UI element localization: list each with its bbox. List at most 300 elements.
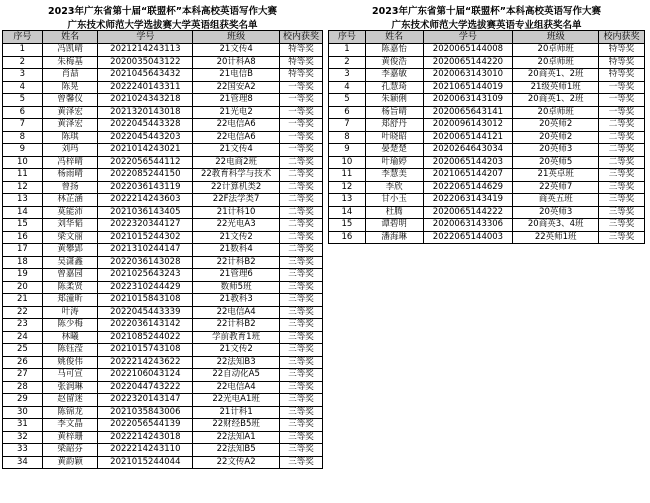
cell-student-id: 2020063143306 [423,219,513,232]
header-class: 班级 [513,31,599,44]
cell-index: 31 [3,419,43,432]
cell-name: 晏楚楚 [365,144,423,157]
cell-class: 20商英1、2班 [513,94,599,107]
english-major-award-table [328,30,645,244]
cell-index: 1 [3,44,43,57]
cell-award: 三等奖 [280,306,323,319]
cell-student-id: 2021065144207 [423,169,513,182]
undergrad-award-sheet [2,0,323,469]
cell-name: 张润琳 [42,381,98,394]
table-row [3,281,323,294]
table-row [3,344,323,357]
cell-index: 24 [3,331,43,344]
cell-class: 21管理6 [193,269,280,282]
cell-name: 杨旨晴 [365,106,423,119]
cell-student-id: 2022214243622 [98,356,193,369]
cell-index: 11 [3,169,43,182]
cell-name: 杨雨晴 [42,169,98,182]
cell-class: 22电信A6 [193,119,280,132]
cell-name: 陈琪 [42,131,98,144]
cell-class: 20英师3 [513,144,599,157]
cell-student-id: 2022045443328 [98,119,193,132]
table-row [3,406,323,419]
cell-name: 黄泽宏 [42,119,98,132]
table-row [3,306,323,319]
table-row [329,94,645,107]
cell-name: 李嘉敏 [365,69,423,82]
table-row [3,219,323,232]
cell-class: 22法知A1 [193,431,280,444]
cell-student-id: 2022063143419 [423,194,513,207]
cell-index: 4 [3,81,43,94]
table-row [3,456,323,469]
cell-name: 朱颖俐 [365,94,423,107]
header-name: 姓名 [365,31,423,44]
cell-student-id: 2022214243110 [98,444,193,457]
table-row [3,206,323,219]
left-title-line2: 广东技术师范大学选拔赛大学英语组获奖名单 [67,20,258,31]
cell-index: 15 [329,219,366,232]
cell-name: 谭碧明 [365,219,423,232]
cell-student-id: 2021015843108 [98,294,193,307]
cell-award: 三等奖 [280,281,323,294]
cell-award: 一等奖 [280,131,323,144]
cell-class: 22计科B2 [193,319,280,332]
undergrad-table-body [3,44,323,469]
cell-index: 5 [329,94,366,107]
cell-student-id: 2021015244302 [98,231,193,244]
cell-student-id: 2022036143119 [98,181,193,194]
cell-student-id: 2021045643432 [98,69,193,82]
cell-award: 一等奖 [280,81,323,94]
cell-award: 三等奖 [280,444,323,457]
cell-student-id: 2021015244044 [98,456,193,469]
cell-index: 3 [3,69,43,82]
cell-class: 22F法学类7 [193,194,280,207]
cell-name: 黄韵颖 [42,456,98,469]
cell-class: 21文传2 [193,344,280,357]
table-row [3,106,323,119]
cell-class: 22自动化A5 [193,369,280,382]
cell-award: 三等奖 [599,231,645,244]
cell-name: 叶晓昭 [365,131,423,144]
table-row [3,269,323,282]
table-row [3,181,323,194]
table-row [3,419,323,432]
cell-index: 16 [3,231,43,244]
cell-award: 二等奖 [280,156,323,169]
table-row [3,119,323,132]
cell-class: 21文传4 [193,144,280,157]
cell-index: 14 [329,206,366,219]
cell-index: 12 [3,181,43,194]
cell-award: 二等奖 [599,156,645,169]
cell-award: 一等奖 [280,94,323,107]
table-row [329,44,645,57]
cell-name: 吴潇鑫 [42,256,98,269]
cell-award: 一等奖 [599,81,645,94]
table-row [329,56,645,69]
english-major-table-body [329,44,645,244]
cell-index: 1 [329,44,366,57]
cell-class: 21文传2 [193,231,280,244]
cell-index: 7 [3,119,43,132]
left-title-line1: 2023年广东省第十届“联盟杯”本科高校英语写作大赛 [48,6,277,17]
cell-student-id: 2021214243113 [98,44,193,57]
cell-name: 李文晶 [42,419,98,432]
cell-name: 叶涛 [42,306,98,319]
cell-student-id: 2022056544139 [98,419,193,432]
table-row [3,444,323,457]
cell-award: 三等奖 [599,194,645,207]
cell-student-id: 2021036143405 [98,206,193,219]
cell-student-id: 2020065144203 [423,156,513,169]
header-student-id: 学号 [98,31,193,44]
cell-class: 22电信A6 [193,131,280,144]
cell-award: 一等奖 [599,106,645,119]
cell-name: 梁韶芬 [42,444,98,457]
cell-name: 李慧美 [365,169,423,182]
header-name: 姓名 [42,31,98,44]
cell-class: 20卓师班 [513,44,599,57]
cell-index: 12 [329,181,366,194]
cell-class: 20英师2 [513,131,599,144]
cell-name: 马可宣 [42,369,98,382]
cell-class: 22光电A3 [193,219,280,232]
cell-name: 刘玛 [42,144,98,157]
header-student-id: 学号 [423,31,513,44]
table-row [329,206,645,219]
table-row [3,131,323,144]
cell-award: 二等奖 [280,181,323,194]
cell-class: 20英师3 [513,206,599,219]
cell-award: 三等奖 [280,344,323,357]
cell-award: 二等奖 [280,169,323,182]
cell-award: 特等奖 [280,69,323,82]
cell-name: 林曦 [42,331,98,344]
cell-student-id: 2022310244429 [98,281,193,294]
cell-index: 11 [329,169,366,182]
cell-student-id: 2021310244147 [98,244,193,257]
cell-student-id: 2021035843006 [98,406,193,419]
table-row [3,244,323,257]
cell-index: 34 [3,456,43,469]
cell-class: 21计科10 [193,206,280,219]
table-row [3,44,323,57]
table-row [329,106,645,119]
table-row [3,194,323,207]
cell-student-id: 2021024343218 [98,94,193,107]
cell-class: 21光电2 [193,106,280,119]
cell-index: 3 [329,69,366,82]
cell-index: 23 [3,319,43,332]
cell-award: 特等奖 [280,56,323,69]
cell-student-id: 2022036143028 [98,256,193,269]
cell-student-id: 2022085244150 [98,169,193,182]
cell-name: 黄梓珊 [42,431,98,444]
cell-index: 21 [3,294,43,307]
cell-index: 16 [329,231,366,244]
table-row [3,319,323,332]
cell-student-id: 2022065144003 [423,231,513,244]
cell-index: 2 [3,56,43,69]
cell-award: 三等奖 [280,381,323,394]
cell-award: 二等奖 [280,244,323,257]
cell-student-id: 2022036143142 [98,319,193,332]
table-row [3,356,323,369]
cell-student-id: 2021065144019 [423,81,513,94]
cell-index: 9 [329,144,366,157]
cell-award: 三等奖 [280,431,323,444]
cell-class: 21英卓班 [513,169,599,182]
cell-award: 二等奖 [599,144,645,157]
cell-class: 学前教育1班 [193,331,280,344]
cell-student-id: 2022106043124 [98,369,193,382]
cell-student-id: 2020096143012 [423,119,513,132]
cell-name: 姚俊伟 [42,356,98,369]
cell-class: 22法知B3 [193,356,280,369]
cell-award: 三等奖 [599,219,645,232]
cell-student-id: 2022214243018 [98,431,193,444]
cell-award: 三等奖 [280,369,323,382]
cell-student-id: 2020065144008 [423,44,513,57]
cell-student-id: 2020065144121 [423,131,513,144]
table-row [3,331,323,344]
left-title-block [2,0,323,30]
cell-student-id: 2022320344127 [98,219,193,232]
cell-index: 9 [3,144,43,157]
cell-index: 28 [3,381,43,394]
cell-name: 叶瑜婷 [365,156,423,169]
cell-student-id: 2020063143109 [423,94,513,107]
cell-award: 三等奖 [280,256,323,269]
cell-name: 冯梓晴 [42,156,98,169]
cell-name: 曾扬 [42,181,98,194]
cell-name: 陈钰滢 [42,344,98,357]
cell-name: 林芷涵 [42,194,98,207]
cell-student-id: 2022056544112 [98,156,193,169]
cell-award: 一等奖 [599,94,645,107]
table-row [329,119,645,132]
cell-class: 20卓师班 [513,106,599,119]
cell-student-id: 2022044743222 [98,381,193,394]
header-award: 校内获奖 [599,31,645,44]
table-row [3,256,323,269]
cell-name: 潘海琳 [365,231,423,244]
cell-class: 22电信A4 [193,306,280,319]
cell-student-id: 2022065144629 [423,181,513,194]
cell-award: 三等奖 [280,319,323,332]
table-row [329,156,645,169]
table-row [329,219,645,232]
cell-class: 21管理8 [193,94,280,107]
cell-name: 黄泽宏 [42,106,98,119]
table-row [3,169,323,182]
cell-award: 三等奖 [280,394,323,407]
cell-student-id: 2022320143147 [98,394,193,407]
cell-award: 三等奖 [280,456,323,469]
cell-class: 22电信A4 [193,381,280,394]
header-class: 班级 [193,31,280,44]
cell-student-id: 2020065144220 [423,56,513,69]
cell-student-id: 2020065643141 [423,106,513,119]
cell-name: 莫能沛 [42,206,98,219]
cell-student-id: 2022214243603 [98,194,193,207]
cell-class: 22文传A2 [193,456,280,469]
cell-index: 33 [3,444,43,457]
table-row [3,94,323,107]
table-row [329,181,645,194]
table-row [3,81,323,94]
table-row [3,69,323,82]
cell-class: 22光电A1班 [193,394,280,407]
right-title-line1: 2023年广东省第十届“联盟杯”本科高校英语写作大赛 [372,6,601,17]
cell-name: 曾馨仪 [42,94,98,107]
table-row [3,381,323,394]
cell-name: 陈晃 [42,81,98,94]
table-row [3,394,323,407]
cell-award: 三等奖 [280,269,323,282]
cell-class: 21电信B [193,69,280,82]
cell-student-id: 2021014243021 [98,144,193,157]
cell-index: 15 [3,219,43,232]
header-award: 校内获奖 [280,31,323,44]
cell-award: 二等奖 [599,131,645,144]
table-row [3,231,323,244]
cell-class: 20卓师班 [513,56,599,69]
cell-student-id: 2021320143018 [98,106,193,119]
cell-award: 一等奖 [280,106,323,119]
cell-name: 梁文丽 [42,231,98,244]
cell-index: 10 [329,156,366,169]
cell-name: 郑潼昕 [42,294,98,307]
cell-name: 陈少梅 [42,319,98,332]
cell-name: 陈嘉怡 [365,44,423,57]
table-row [3,294,323,307]
cell-class: 21级英师1班 [513,81,599,94]
cell-award: 三等奖 [280,331,323,344]
english-major-award-sheet [328,0,645,244]
table-row [329,194,645,207]
cell-class: 22电商2班 [193,156,280,169]
cell-index: 2 [329,56,366,69]
cell-class: 20英师5 [513,156,599,169]
cell-index: 13 [329,194,366,207]
cell-class: 商英五班 [513,194,599,207]
cell-student-id: 2021015743108 [98,344,193,357]
cell-class: 20计科A8 [193,56,280,69]
cell-award: 特等奖 [599,69,645,82]
cell-index: 29 [3,394,43,407]
cell-award: 特等奖 [599,44,645,57]
cell-class: 21数科4 [193,244,280,257]
cell-award: 二等奖 [280,206,323,219]
cell-index: 13 [3,194,43,207]
cell-student-id: 2021085244022 [98,331,193,344]
cell-name: 郑舒丹 [365,119,423,132]
cell-award: 三等奖 [599,169,645,182]
cell-class: 22计科B2 [193,256,280,269]
cell-index: 17 [3,244,43,257]
cell-class: 22财经B5班 [193,419,280,432]
table-row [329,69,645,82]
table-row [3,156,323,169]
cell-name: 孔慧琦 [365,81,423,94]
cell-award: 三等奖 [599,206,645,219]
cell-class: 22计算机类2 [193,181,280,194]
table-row [3,56,323,69]
cell-index: 7 [329,119,366,132]
cell-award: 三等奖 [280,406,323,419]
cell-class: 20商英1、2班 [513,69,599,82]
cell-name: 肖喆 [42,69,98,82]
cell-student-id: 2020065144222 [423,206,513,219]
cell-class: 21文传4 [193,44,280,57]
cell-index: 6 [329,106,366,119]
cell-class: 20英师2 [513,119,599,132]
cell-index: 20 [3,281,43,294]
cell-award: 特等奖 [280,44,323,57]
cell-award: 一等奖 [280,144,323,157]
cell-index: 27 [3,369,43,382]
cell-index: 8 [329,131,366,144]
cell-student-id: 2021025643243 [98,269,193,282]
table-row [329,231,645,244]
cell-name: 黄攀郢 [42,244,98,257]
right-title-block [328,0,645,30]
cell-class: 20商英3、4班 [513,219,599,232]
cell-student-id: 2022240143311 [98,81,193,94]
cell-name: 冯凯晴 [42,44,98,57]
cell-index: 22 [3,306,43,319]
cell-name: 朱梅基 [42,56,98,69]
header-index: 序号 [329,31,366,44]
cell-index: 32 [3,431,43,444]
cell-student-id: 2020063143010 [423,69,513,82]
cell-class: 数师5班 [193,281,280,294]
cell-name: 陈柔贤 [42,281,98,294]
cell-student-id: 2020264643034 [423,144,513,157]
cell-index: 30 [3,406,43,419]
cell-award: 特等奖 [599,56,645,69]
cell-class: 22英师7 [513,181,599,194]
cell-award: 三等奖 [599,181,645,194]
cell-student-id: 2022045443339 [98,306,193,319]
cell-index: 6 [3,106,43,119]
cell-index: 10 [3,156,43,169]
cell-index: 8 [3,131,43,144]
table-row [329,169,645,182]
header-index: 序号 [3,31,43,44]
cell-name: 刘华韬 [42,219,98,232]
cell-class: 21计科1 [193,406,280,419]
undergrad-award-table [2,30,323,469]
cell-student-id: 2020035043122 [98,56,193,69]
cell-index: 14 [3,206,43,219]
cell-name: 陈锦龙 [42,406,98,419]
cell-index: 19 [3,269,43,282]
cell-class: 22英师1班 [513,231,599,244]
cell-award: 二等奖 [280,231,323,244]
cell-index: 5 [3,94,43,107]
cell-award: 二等奖 [280,219,323,232]
table-row [3,431,323,444]
cell-class: 22教育科学与技术 [193,169,280,182]
cell-class: 22法知B5 [193,444,280,457]
cell-award: 三等奖 [280,294,323,307]
table-row [3,144,323,157]
cell-class: 22国安A2 [193,81,280,94]
